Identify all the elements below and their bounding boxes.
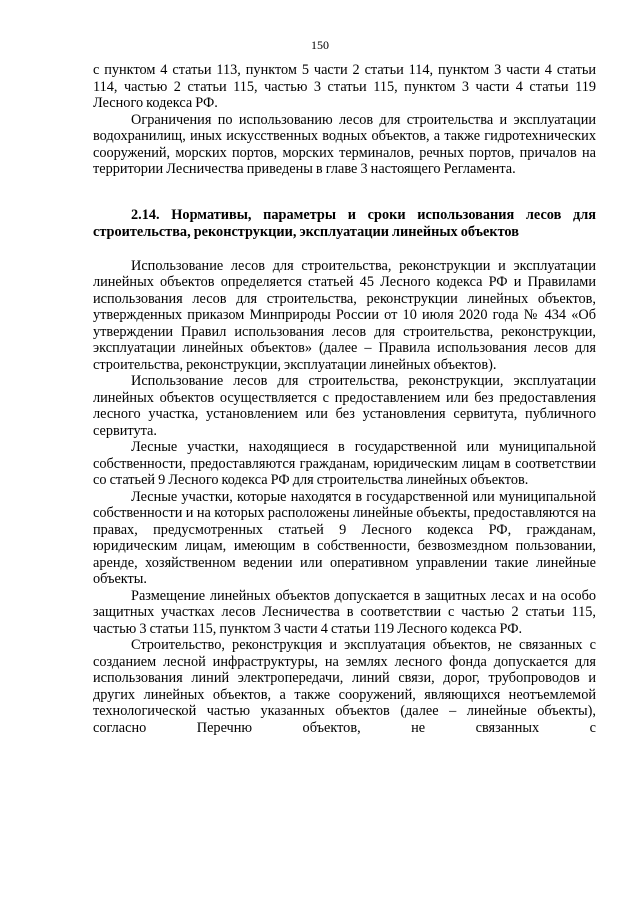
section-heading: 2.14. Нормативы, параметры и сроки использования лесов для строительства, реконструкции, эксплуатации линейных объектов [93,206,596,240]
paragraph: Использование лесов для строительства, реконструкции, эксплуатации линейных объектов осуществляется с предоставлением или без предоставления лесного участка, установлением или без установления сервитута, публичного сервитута. [93,373,596,439]
paragraph-restrictions: Ограничения по использованию лесов для строительства и эксплуатации водохранилищ, иных искусственных водных объектов, а также гидротехнических сооружений, морских портов, морских терминалов, речных портов, причалов на территории Лесничества приведены в главе 3 настоящего Регламента. [93,111,596,177]
paragraph: Лесные участки, находящиеся в государственной или муниципальной собственности, предоставляются гражданам, юридическим лицам в соответствии со статьей 9 Лесного кодекса РФ для строительства линейных объектов. [93,439,596,488]
spacer [93,241,596,258]
paragraph: Размещение линейных объектов допускается в защитных лесах и на особо защитных участках лесов Лесничества в соответствии с частью 2 статьи 115, частью 3 статьи 115, пунктом 3 части 4 статьи 119 Лесного кодекса РФ. [93,587,596,637]
page-content [93,62,596,736]
paragraph: Использование лесов для строительства, реконструкции и эксплуатации линейных объектов определяется статьей 45 Лесного кодекса РФ и Правилами использования лесов для строительства, реконструкции линейных объектов, утвержденных приказом Минприроды России от 10 июля 2020 года № 434 «Об утверждении Правил использования лесов для строительства, реконструкции, эксплуатации линейных объектов» (далее – Правила использования лесов для строительства, реконструкции, эксплуатации линейных объектов). [93,257,596,373]
paragraph-continuation: с пунктом 4 статьи 113, пунктом 5 части 2 статьи 114, пунктом 3 части 4 статьи 114, частью 2 статьи 115, частью 3 статьи 115, пунктом 3 части 4 статьи 119 Лесного кодекса РФ. [93,62,596,111]
paragraph-last: Строительство, реконструкция и эксплуатация объектов, не связанных с созданием лесной инфраструктуры, на землях лесного фонда допускается для использования линий электропередачи, линий связи, дорог, трубопроводов и других линейных объектов, а также сооружений, являющихся неотъемлемой технологической частью указанных объектов (далее – линейные объекты), согласно Перечню объектов, не связанных с [93,637,596,736]
paragraph: Лесные участки, которые находятся в государственной или муниципальной собственности и на которых расположены линейные объекты, предоставляются на правах, предусмотренных статьей 9 Лесного кодекса РФ, гражданам, юридическим лицам, имеющим в собственности, безвозмездном пользовании, аренде, хозяйственном ведении или оперативном управлении такие линейные объекты. [93,488,596,587]
page-number: 150 [311,38,329,52]
spacer [93,178,596,207]
